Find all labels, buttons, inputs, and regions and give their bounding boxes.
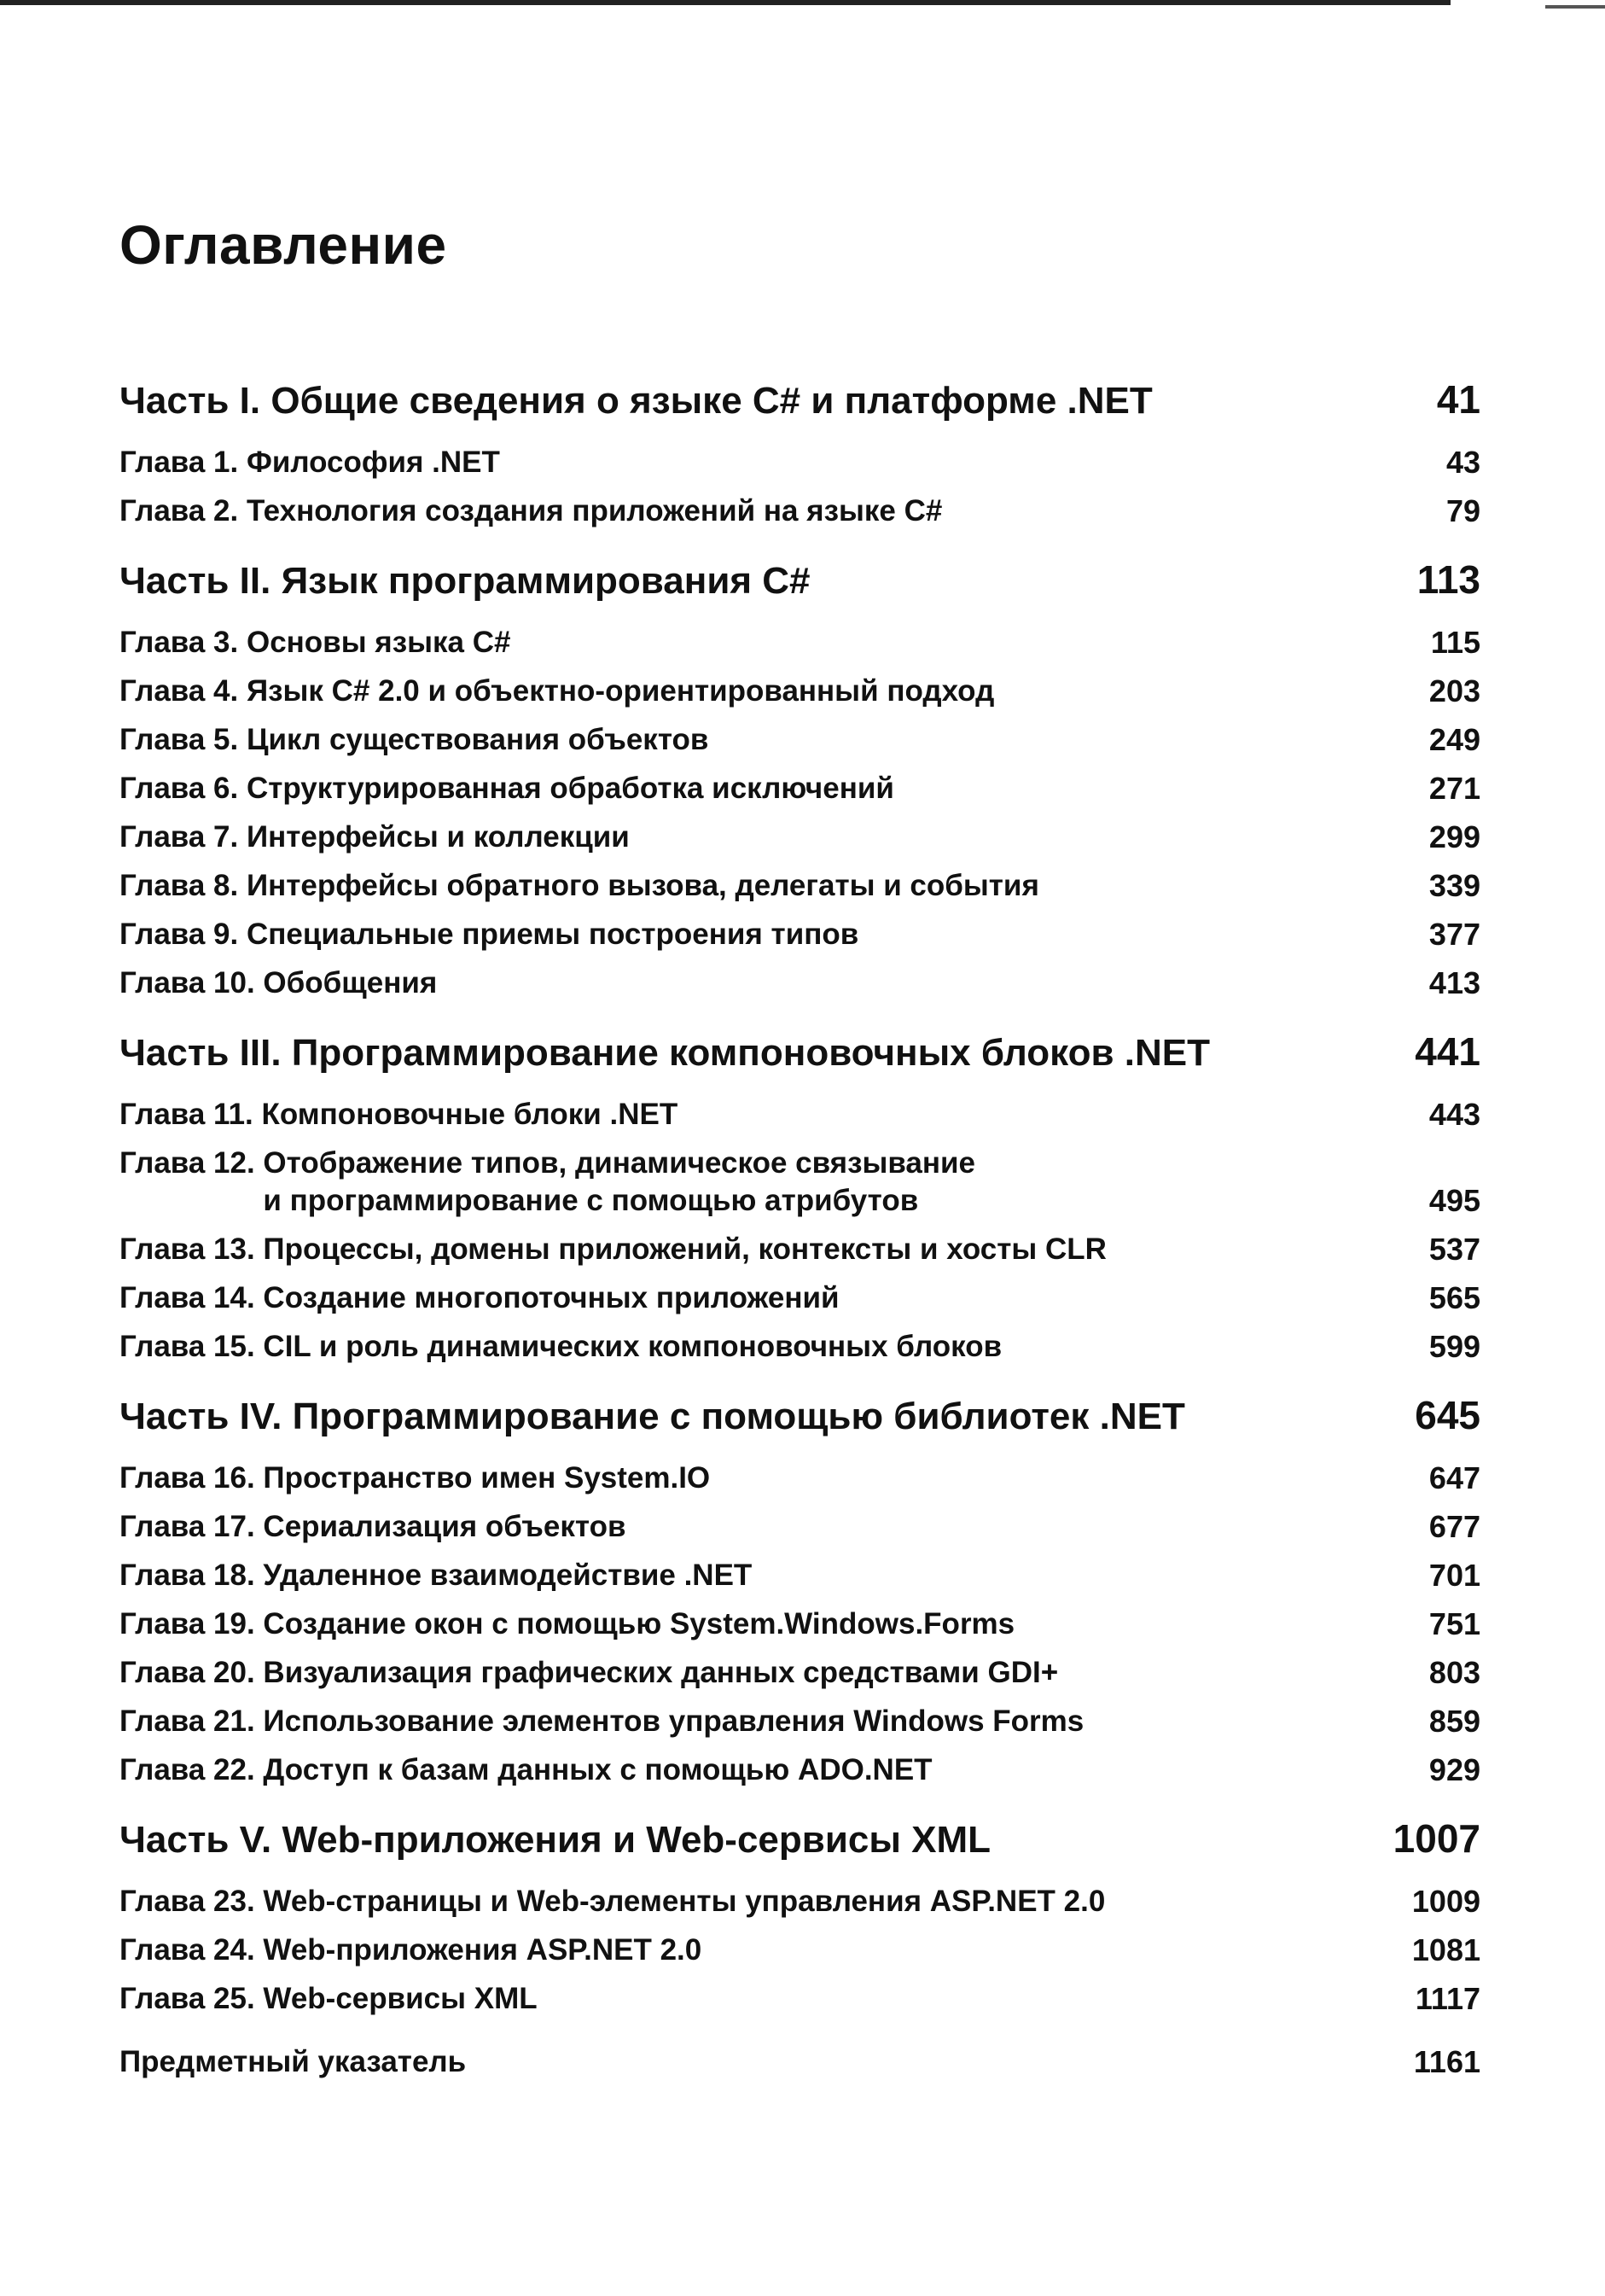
chapter-title-lines — [247, 492, 942, 530]
chapter-entry[interactable] — [119, 1605, 1480, 1643]
chapter-title-lines — [263, 1932, 701, 1969]
chapter-title-block — [119, 964, 437, 1002]
chapter-title-block — [119, 1980, 538, 2018]
chapter-title-block — [119, 1557, 752, 1594]
chapter-number: Глава 1. — [119, 446, 247, 479]
chapter-list — [119, 1460, 1480, 1789]
chapter-title-block — [119, 624, 510, 661]
chapter-title-lines — [247, 721, 708, 759]
chapter-entry[interactable] — [119, 1751, 1480, 1789]
chapter-title: Процессы, домены приложений, контексты и хосты CLR — [263, 1232, 1107, 1266]
chapter-page-number: 1081 — [1411, 1932, 1480, 1967]
chapter-number: Глава 14. — [119, 1281, 264, 1314]
chapter-number: Глава 10. — [119, 966, 264, 999]
chapter-page-number: 1009 — [1411, 1884, 1480, 1919]
table-of-contents — [119, 376, 1480, 2081]
chapter-title-block — [119, 1703, 1084, 1740]
chapter-title-block — [119, 1654, 1058, 1692]
chapter-title: Пространство имен System.IO — [263, 1461, 711, 1495]
chapter-page-number: 339 — [1428, 868, 1480, 903]
chapter-entry[interactable] — [119, 1703, 1480, 1740]
part-heading[interactable] — [119, 1815, 1480, 1864]
chapter-title-block — [119, 819, 630, 856]
chapter-list — [119, 1883, 1480, 2018]
chapter-entry[interactable] — [119, 1932, 1480, 1969]
chapter-title: Web-страницы и Web-элементы управления ASP.NET 2.0 — [263, 1885, 1106, 1918]
chapter-title-lines — [263, 1460, 710, 1497]
chapter-title-block — [119, 916, 858, 953]
index-page-number: 1161 — [1413, 2044, 1480, 2079]
top-mark — [1545, 5, 1605, 9]
chapter-title-lines — [263, 1654, 1058, 1692]
part-title: Часть III. Программирование компоновочных блоков .NET — [119, 1032, 1210, 1074]
chapter-entry[interactable] — [119, 964, 1480, 1002]
chapter-title-block — [119, 770, 894, 807]
chapter-number: Глава 18. — [119, 1559, 264, 1592]
chapter-entry[interactable] — [119, 1508, 1480, 1546]
chapter-title: Создание окон с помощью System.Windows.Forms — [263, 1607, 1015, 1640]
chapter-title: Философия .NET — [246, 446, 500, 479]
chapter-title: Интерфейсы и коллекции — [246, 820, 630, 854]
chapter-title: Компоновочные блоки .NET — [261, 1098, 678, 1131]
chapter-page-number: 377 — [1428, 917, 1480, 952]
chapter-number: Глава 8. — [119, 869, 247, 902]
top-rule — [0, 0, 1451, 5]
part-heading[interactable] — [119, 1391, 1480, 1441]
chapter-page-number: 115 — [1430, 625, 1480, 660]
chapter-page-number: 647 — [1428, 1460, 1480, 1495]
chapter-title-block — [119, 1883, 1105, 1920]
chapter-title: Визуализация графических данных средствами GDI+ — [263, 1656, 1059, 1689]
chapter-page-number: 1117 — [1415, 1981, 1480, 2016]
chapter-page-number: 495 — [1428, 1183, 1480, 1218]
chapter-number: Глава 24. — [119, 1933, 264, 1967]
part-title: Часть II. Язык программирования C# — [119, 560, 811, 602]
chapter-title-lines — [263, 1883, 1105, 1920]
chapter-title: Отображение типов, динамическое связывание — [263, 1146, 976, 1180]
part-page-number: 113 — [1416, 557, 1480, 602]
chapter-entry[interactable] — [119, 1654, 1480, 1692]
chapter-number: Глава 21. — [119, 1705, 264, 1738]
chapter-number: Глава 2. — [119, 494, 247, 527]
chapter-list — [119, 1096, 1480, 1366]
chapter-title: Доступ к базам данных с помощью ADO.NET — [263, 1753, 933, 1786]
chapter-title-lines — [247, 867, 1039, 905]
chapter-title-block — [119, 1096, 677, 1133]
chapter-number: Глава 4. — [119, 674, 247, 708]
chapter-title-block — [119, 1279, 840, 1317]
part-page-number: 645 — [1415, 1393, 1480, 1437]
chapter-title-lines — [263, 1231, 1106, 1268]
chapter-entry[interactable] — [119, 624, 1480, 661]
chapter-number: Глава 13. — [119, 1232, 264, 1266]
chapter-title-lines — [263, 1751, 932, 1789]
chapter-title: Цикл существования объектов — [246, 723, 709, 756]
chapter-entry[interactable] — [119, 1557, 1480, 1594]
page-title: Оглавление — [119, 214, 447, 276]
chapter-page-number: 299 — [1428, 819, 1480, 854]
part-heading[interactable] — [119, 556, 1480, 605]
chapter-page-number: 443 — [1428, 1097, 1480, 1132]
chapter-number: Глава 3. — [119, 626, 247, 659]
chapter-number: Глава 7. — [119, 820, 247, 854]
chapter-title-lines — [263, 1980, 537, 2018]
chapter-title-block — [119, 1508, 625, 1546]
chapter-list — [119, 444, 1480, 530]
chapter-title-block — [119, 1932, 701, 1969]
part-page-number: 41 — [1436, 377, 1480, 422]
chapter-entry[interactable] — [119, 1980, 1480, 2018]
chapter-title-lines — [247, 624, 511, 661]
chapter-title: Интерфейсы обратного вызова, делегаты и события — [246, 869, 1039, 902]
chapter-page-number: 701 — [1428, 1558, 1480, 1593]
chapter-title: Удаленное взаимодействие .NET — [263, 1559, 753, 1592]
chapter-title: CIL и роль динамических компоновочных блоков — [263, 1330, 1003, 1363]
chapter-number: Глава 11. — [119, 1098, 262, 1131]
chapter-title: Структурированная обработка исключений — [246, 772, 894, 805]
chapter-title-lines — [263, 1279, 839, 1317]
chapter-number: Глава 12. — [119, 1146, 264, 1180]
chapter-entry[interactable] — [119, 1096, 1480, 1133]
chapter-number: Глава 5. — [119, 723, 247, 756]
chapter-title-block — [119, 1231, 1107, 1268]
chapter-page-number: 537 — [1428, 1232, 1480, 1267]
chapter-page-number: 565 — [1428, 1280, 1480, 1315]
chapter-number: Глава 20. — [119, 1656, 264, 1689]
chapter-entry[interactable] — [119, 1460, 1480, 1497]
chapter-entry[interactable] — [119, 1145, 1480, 1220]
part-heading[interactable] — [119, 376, 1480, 425]
chapter-number: Глава 15. — [119, 1330, 264, 1363]
chapter-number: Глава 25. — [119, 1982, 264, 2015]
chapter-entry[interactable] — [119, 673, 1480, 710]
chapter-number: Глава 17. — [119, 1510, 264, 1543]
chapter-page-number: 929 — [1428, 1752, 1480, 1787]
chapter-title-block — [119, 1328, 1002, 1366]
chapter-entry[interactable] — [119, 721, 1480, 759]
chapter-entry[interactable] — [119, 770, 1480, 807]
chapter-title-lines — [247, 673, 994, 710]
chapter-page-number: 599 — [1428, 1329, 1480, 1364]
chapter-title-lines — [262, 1096, 678, 1133]
chapter-entry[interactable] — [119, 1328, 1480, 1366]
chapter-title-lines — [263, 1508, 625, 1546]
chapter-title: Создание многопоточных приложений — [263, 1281, 840, 1314]
chapter-title: Сериализация объектов — [263, 1510, 626, 1543]
chapter-title-block — [119, 867, 1039, 905]
chapter-title-block — [119, 444, 500, 481]
chapter-list — [119, 624, 1480, 1002]
part-page-number: 1007 — [1393, 1816, 1480, 1861]
chapter-entry[interactable] — [119, 1231, 1480, 1268]
chapter-page-number: 803 — [1428, 1655, 1480, 1690]
chapter-number: Глава 22. — [119, 1753, 264, 1786]
chapter-title-lines — [263, 1328, 1002, 1366]
chapter-title: Обобщения — [263, 966, 438, 999]
chapter-title: Web-сервисы XML — [263, 1982, 538, 2015]
chapter-title-lines — [263, 1605, 1015, 1643]
chapter-page-number: 677 — [1428, 1509, 1480, 1544]
chapter-title-lines — [247, 916, 858, 953]
chapter-number: Глава 6. — [119, 772, 247, 805]
chapter-title: Технология создания приложений на языке C# — [246, 494, 943, 527]
chapter-entry[interactable] — [119, 444, 1480, 481]
chapter-title-block — [119, 673, 994, 710]
index-title: Предметный указатель — [119, 2045, 467, 2078]
chapter-entry[interactable] — [119, 492, 1480, 530]
chapter-entry[interactable] — [119, 1883, 1480, 1920]
part-heading[interactable] — [119, 1028, 1480, 1077]
chapter-entry[interactable] — [119, 1279, 1480, 1317]
chapter-number: Глава 16. — [119, 1461, 264, 1495]
part-title: Часть I. Общие сведения о языке C# и платформе .NET — [119, 380, 1153, 422]
chapter-entry[interactable] — [119, 916, 1480, 953]
part-page-number: 441 — [1415, 1029, 1480, 1074]
chapter-title-block — [119, 1145, 975, 1220]
chapter-title: Язык C# 2.0 и объектно-ориентированный подход — [246, 674, 995, 708]
chapter-entry[interactable] — [119, 819, 1480, 856]
chapter-title-block — [119, 1751, 933, 1789]
chapter-page-number: 413 — [1428, 965, 1480, 1000]
chapter-title-lines — [247, 819, 630, 856]
chapter-page-number: 249 — [1428, 722, 1480, 757]
part-title: Часть IV. Программирование с помощью библиотек .NET — [119, 1396, 1185, 1437]
chapter-page-number: 79 — [1445, 493, 1480, 528]
chapter-title: Основы языка C# — [246, 626, 511, 659]
chapter-page-number: 43 — [1445, 445, 1480, 480]
chapter-page-number: 203 — [1428, 673, 1480, 708]
index-entry[interactable] — [119, 2043, 1480, 2081]
chapter-page-number: 751 — [1428, 1606, 1480, 1641]
chapter-title-block — [119, 721, 708, 759]
chapter-title: Специальные приемы построения типов — [246, 918, 859, 951]
chapter-title-lines — [263, 1703, 1084, 1740]
chapter-title-lines — [247, 444, 500, 481]
chapter-page-number: 271 — [1428, 771, 1480, 806]
chapter-title-lines — [263, 964, 437, 1002]
part-title: Часть V. Web-приложения и Web-сервисы XML — [119, 1819, 991, 1861]
chapter-title: Использование элементов управления Windows Forms — [263, 1705, 1085, 1738]
chapter-title: Web-приложения ASP.NET 2.0 — [263, 1933, 702, 1967]
chapter-title-continued: и программирование с помощью атрибутов — [263, 1184, 919, 1217]
chapter-number: Глава 23. — [119, 1885, 264, 1918]
chapter-title-lines — [263, 1557, 752, 1594]
chapter-number: Глава 9. — [119, 918, 247, 951]
chapter-page-number: 859 — [1428, 1704, 1480, 1739]
chapter-entry[interactable] — [119, 867, 1480, 905]
chapter-title-block — [119, 492, 942, 530]
chapter-number: Глава 19. — [119, 1607, 264, 1640]
chapter-title-block — [119, 1460, 710, 1497]
chapter-title-lines — [247, 770, 894, 807]
chapter-title-lines — [263, 1145, 975, 1220]
chapter-title-block — [119, 1605, 1015, 1643]
